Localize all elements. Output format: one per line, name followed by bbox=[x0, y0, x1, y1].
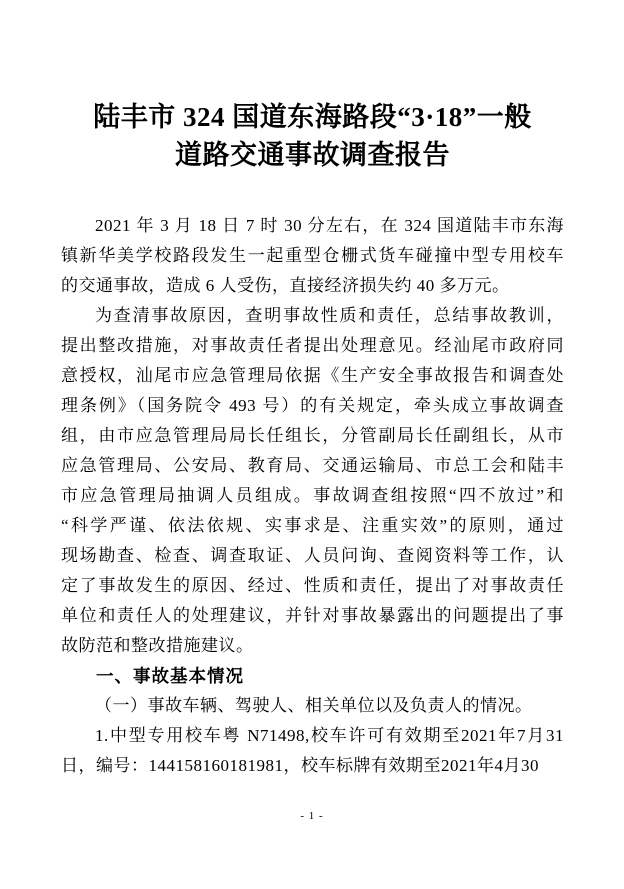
text-line: 为查清事故原因，查明事故性质和责任，总结事故教训， bbox=[95, 306, 564, 325]
text-line: 意授权，汕尾市应急管理局依据《生产安全事故报告和调查处 bbox=[61, 366, 564, 385]
text-line: 理条例》（国务院令 493 号）的有关规定，牵头成立事故调查 bbox=[61, 396, 564, 415]
text-line: 故防范和整改措施建议。 bbox=[61, 636, 254, 655]
text-line: 2021 年 3 月 18 日 7 时 30 分左右，在 324 国道陆丰市东海 bbox=[95, 216, 564, 235]
text-line: 1.中型专用校车粤 N71498,校车许可有效期至2021年7月31 bbox=[95, 726, 564, 745]
text-line: 日，编号：144158160181981，校车标牌有效期至2021年4月30 bbox=[61, 756, 539, 775]
text-line: 的交通事故，造成 6 人受伤，直接经济损失约 40 多万元。 bbox=[61, 276, 510, 295]
text-line: 镇新华美学校路段发生一起重型仓栅式货车碰撞中型专用校车 bbox=[61, 246, 564, 265]
section-heading: 一、事故基本情况 bbox=[96, 666, 244, 686]
text-line: “科学严谨、依法依规、实事求是、注重实效”的原则，通过 bbox=[61, 516, 564, 535]
text-line: 提出整改措施，对事故责任者提出处理意见。经汕尾市政府同 bbox=[61, 336, 564, 355]
text-line: 组，由市应急管理局局长任组长，分管副局长任副组长，从市 bbox=[61, 426, 564, 445]
text-line: 市应急管理局抽调人员组成。事故调查组按照“四不放过”和 bbox=[61, 486, 564, 505]
document-title bbox=[61, 98, 564, 174]
document-title-line-1: 陆丰市 324 国道东海路段“3·18”一般 bbox=[93, 102, 532, 132]
text-line: 定了事故发生的原因、经过、性质和责任，提出了对事故责任 bbox=[61, 576, 564, 595]
text-line: （一）事故车辆、驾驶人、相关单位以及负责人的情况。 bbox=[95, 696, 533, 715]
text-line: 应急管理局、公安局、教育局、交通运输局、市总工会和陆丰 bbox=[61, 456, 564, 475]
text-line: 单位和责任人的处理建议，并针对事故暴露出的问题提出了事 bbox=[61, 606, 564, 625]
document-title-line-2: 道路交通事故调查报告 bbox=[175, 140, 450, 170]
page-number: - 1 - bbox=[300, 810, 324, 822]
document-body bbox=[61, 211, 564, 781]
text-line: 现场勘查、检查、调查取证、人员问询、查阅资料等工作，认 bbox=[61, 546, 564, 565]
